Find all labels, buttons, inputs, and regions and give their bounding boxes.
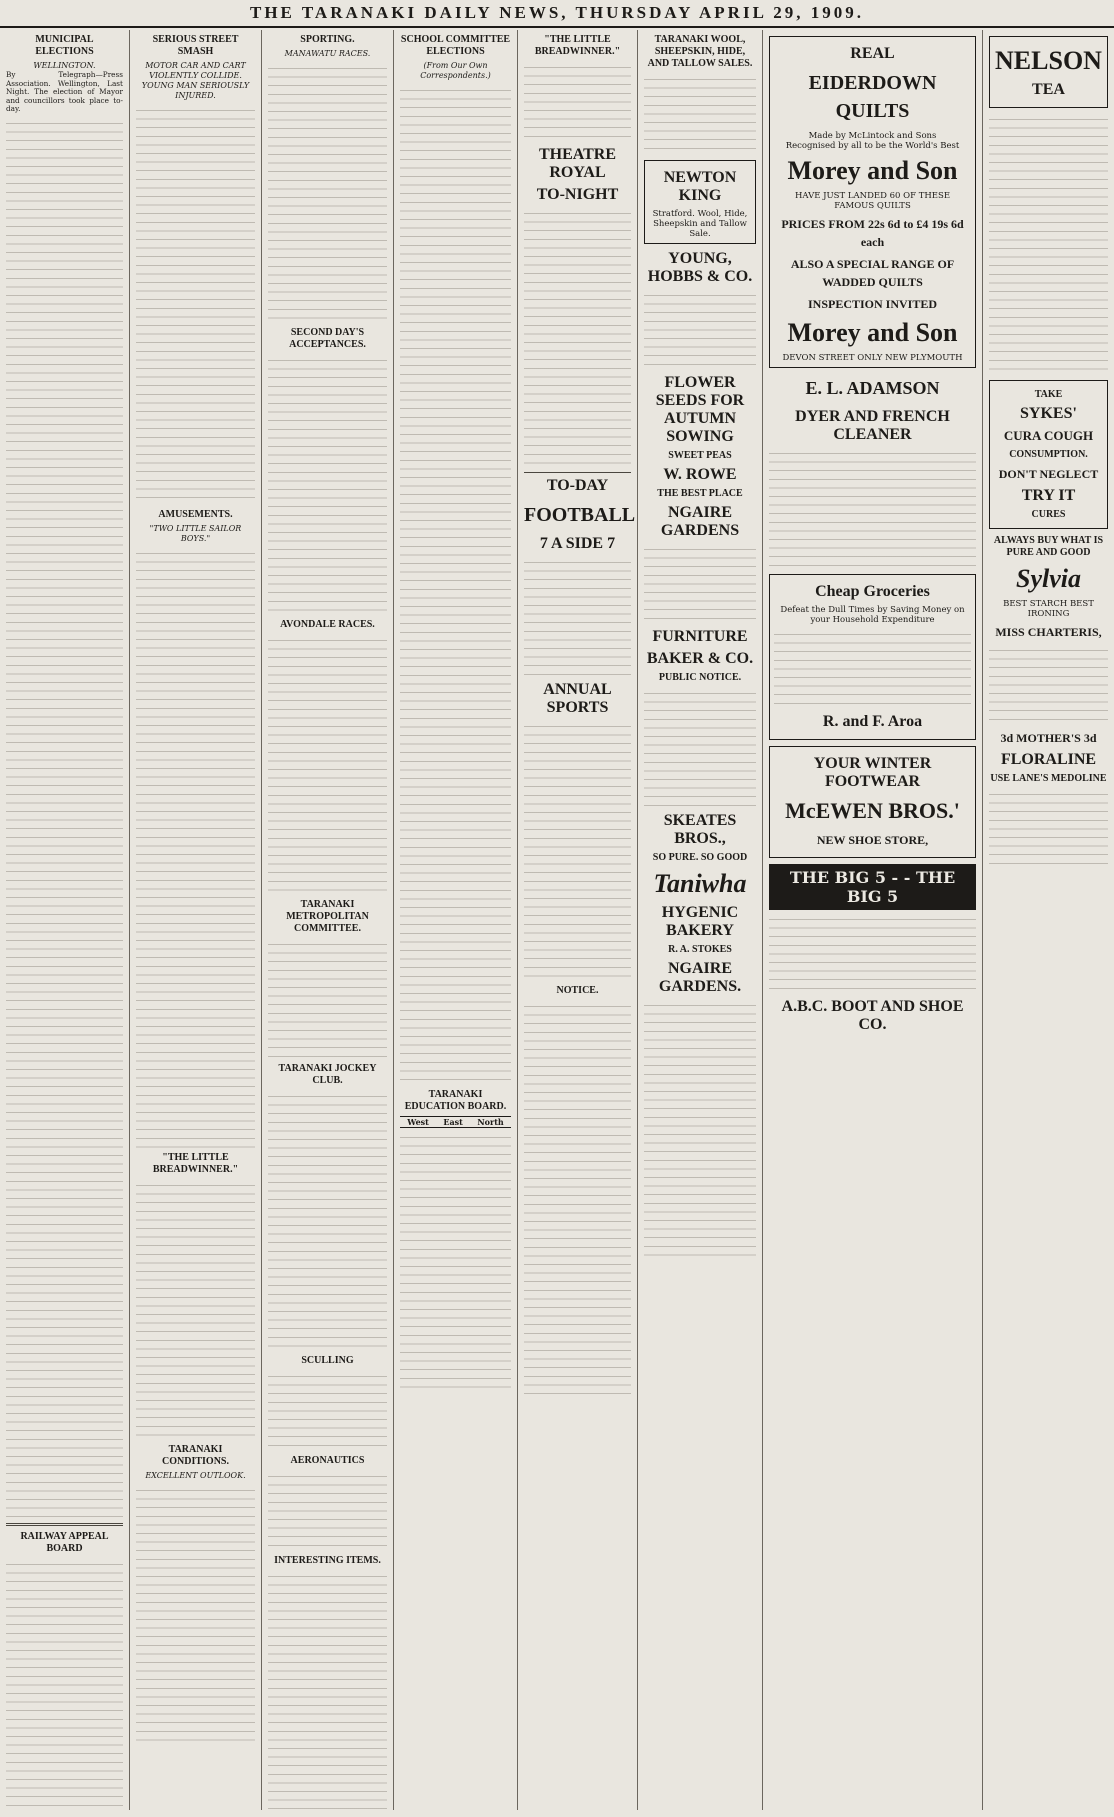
always-buy: ALWAYS BUY WHAT IS PURE AND GOOD <box>993 535 1104 558</box>
table-body <box>400 1132 511 1392</box>
w-rowe: W. ROWE <box>663 466 737 483</box>
article-body-text <box>268 355 387 615</box>
flower-seeds: FLOWER SEEDS FOR AUTUMN SOWING <box>655 374 745 445</box>
eiderdown-quilts: EIDERDOWN QUILTS <box>808 72 937 122</box>
tea: TEA <box>1032 81 1065 98</box>
sweet-peas: SWEET PEAS <box>668 450 732 461</box>
article-body-text <box>136 548 255 1148</box>
article-lead: By Telegraph—Press Association. Wellington, Last Night. The election of Mayor and councillors took place to-day. <box>6 70 123 114</box>
ad-text <box>769 448 976 568</box>
column-small-ads <box>983 30 1114 1810</box>
subhead-wellington: WELLINGTON. <box>33 61 96 70</box>
lanes-medoline: USE LANE'S MEDOLINE <box>990 773 1107 784</box>
article-body-text <box>6 118 123 1518</box>
headline-sporting: SPORTING. <box>300 34 355 45</box>
so-pure: SO PURE. SO GOOD <box>652 852 748 863</box>
headline-amusements: AMUSEMENTS. <box>158 509 233 520</box>
ad-text <box>644 1000 756 1260</box>
headline-avondale-races: AVONDALE RACES. <box>280 619 375 630</box>
morey-and-son: Morey and Son <box>787 156 958 185</box>
article-body-text <box>268 1091 387 1351</box>
headline-school-committee: SCHOOL COMMITTEE ELECTIONS <box>400 34 511 57</box>
article-body-text <box>268 1571 387 1810</box>
ad-text <box>644 688 756 808</box>
best-starch: BEST STARCH BEST IRONING <box>1003 599 1094 619</box>
cheap-groceries: Cheap Groceries <box>815 583 930 600</box>
public-notice: PUBLIC NOTICE. <box>658 672 742 683</box>
inspection-invited: INSPECTION INVITED <box>807 297 938 311</box>
cura-cough: CURA COUGH <box>1003 428 1094 443</box>
column-municipal <box>0 30 130 1810</box>
footwear-ad <box>769 746 976 858</box>
headline-municipal-elections: MUNICIPAL ELECTIONS <box>35 34 94 57</box>
divider <box>524 472 631 473</box>
sykes: SYKES' <box>1020 405 1077 422</box>
dyer-cleaner: DYER AND FRENCH CLEANER <box>795 408 950 443</box>
nelson: NELSON <box>995 46 1102 75</box>
defeat-dull-times: Defeat the Dull Times by Saving Money on your Household Expenditure <box>780 605 965 625</box>
article-body-text <box>6 1559 123 1810</box>
column-sporting <box>262 30 394 1810</box>
young-hobbs: YOUNG, HOBBS & CO. <box>647 250 753 285</box>
hygenic-bakery: HYGENIC BAKERY <box>661 904 739 939</box>
article-body-text <box>136 105 255 505</box>
dont-neglect: DON'T NEGLECT <box>998 467 1099 481</box>
headline-little-breadwinner: "THE LITTLE BREADWINNER." <box>152 1152 239 1175</box>
article-body-text <box>268 635 387 895</box>
groceries-ad <box>769 574 976 740</box>
ad-text <box>524 721 631 981</box>
best-place: THE BEST PLACE <box>657 488 743 499</box>
real-label: REAL <box>850 45 895 62</box>
ad-text <box>644 74 756 154</box>
take-label: TAKE <box>1034 389 1063 400</box>
ngaire-gardens-2: NGAIRE GARDENS. <box>658 960 742 995</box>
subhead-young-man: YOUNG MAN SERIOUSLY INJURED. <box>141 81 250 100</box>
floraline: FLORALINE <box>1000 751 1097 768</box>
article-body-text <box>268 63 387 323</box>
column-street-smash <box>130 30 262 1810</box>
ad-text <box>989 114 1108 374</box>
ad-text <box>644 290 756 370</box>
consumption: CONSUMPTION. <box>1009 449 1088 460</box>
headline-aeronautics: AERONAUTICS <box>290 1455 365 1466</box>
ad-text <box>774 629 971 709</box>
column-display-ads <box>763 30 983 1810</box>
article-body-text <box>268 939 387 1059</box>
sykes-ad <box>989 380 1108 529</box>
headline-education-board: TARANAKI EDUCATION BOARD. <box>404 1089 507 1112</box>
ad-text <box>769 914 976 994</box>
ad-text <box>524 208 631 468</box>
table-head-west: West <box>407 1117 429 1127</box>
just-landed: HAVE JUST LANDED 60 OF THESE FAMOUS QUILTS <box>794 191 951 211</box>
el-adamson: E. L. ADAMSON <box>805 378 940 398</box>
article-body-text <box>268 1371 387 1451</box>
ra-stokes: R. A. STOKES <box>668 944 732 955</box>
cures: CURES <box>1031 509 1066 520</box>
abc-boot: A.B.C. BOOT AND SHOE CO. <box>781 998 964 1033</box>
ad-text <box>989 645 1108 725</box>
subhead-own-correspondents: (From Our Own Correspondents.) <box>420 61 491 80</box>
wool-sales-heading: TARANAKI WOOL, SHEEPSKIN, HIDE, AND TALLOW SALES. <box>647 34 753 69</box>
subhead-two-little-sailor-boys: "TWO LITTLE SAILOR BOYS." <box>149 524 242 543</box>
notice-text <box>524 1001 631 1401</box>
headline-jockey-club: TARANAKI JOCKEY CLUB. <box>278 1063 377 1086</box>
article-body-text <box>400 85 511 1085</box>
big5: THE BIG 5 - - THE BIG 5 <box>769 864 976 910</box>
sylvia: Sylvia <box>1016 564 1081 593</box>
prices: PRICES FROM 22s 6d to £4 19s 6d each <box>781 217 964 249</box>
headline-little-breadwinner-ad: "THE LITTLE BREADWINNER." <box>534 34 621 57</box>
masthead: THE TARANAKI DAILY NEWS, THURSDAY APRIL 29, 1909. <box>0 0 1114 28</box>
theatre-royal: THEATRE ROYAL <box>538 146 617 181</box>
headline-taranaki-conditions: TARANAKI CONDITIONS. <box>162 1444 229 1467</box>
mothers-help: 3d MOTHER'S 3d <box>1000 731 1097 745</box>
football-heading: FOOTBALL <box>524 504 636 526</box>
mcewen-bros: McEWEN BROS.' <box>785 798 960 823</box>
nelson-tea-ad <box>989 36 1108 108</box>
skeates-bros: SKEATES BROS., <box>663 812 737 847</box>
notice-heading: NOTICE. <box>556 985 599 996</box>
football-today: TO-DAY <box>546 477 609 494</box>
ad-text <box>524 62 631 142</box>
tonight: TO-NIGHT <box>536 186 619 203</box>
recognised: Recognised by all to be the World's Best <box>785 141 960 151</box>
wadded-quilts: ALSO A SPECIAL RANGE OF WADDED QUILTS <box>790 257 955 289</box>
morey-ad <box>769 36 976 368</box>
article-body-text <box>136 1485 255 1745</box>
newton-king: NEWTON KING <box>663 169 737 204</box>
table-header <box>400 1116 511 1128</box>
mcintosh: Made by McLintock and Sons <box>808 131 937 141</box>
headline-sculling: SCULLING <box>301 1355 354 1366</box>
baker-co: BAKER & CO. <box>646 650 754 667</box>
ad-text <box>989 789 1108 869</box>
try-it: TRY IT <box>1021 487 1076 504</box>
table-head-north: North <box>477 1117 504 1127</box>
ad-text <box>524 557 631 677</box>
morey-and-son-2: Morey and Son <box>787 318 958 347</box>
column-advertisements <box>638 30 763 1810</box>
column-theatre <box>518 30 638 1810</box>
rf-aroa: R. and F. Aroa <box>822 713 923 730</box>
winter-footwear: YOUR WINTER FOOTWEAR <box>813 755 932 790</box>
subhead-excellent-outlook: EXCELLENT OUTLOOK. <box>145 1471 246 1480</box>
seven-a-side: 7 A SIDE 7 <box>539 535 616 552</box>
miss-charteris: MISS CHARTERIS, <box>995 625 1102 639</box>
ad-text <box>644 544 756 624</box>
article-body-text <box>136 1180 255 1440</box>
new-shoe-store: NEW SHOE STORE, <box>816 833 929 847</box>
column-school-committee <box>394 30 518 1810</box>
newton-king-sub: Stratford. Wool, Hide, Sheepskin and Tallow Sale. <box>652 209 748 239</box>
furniture: FURNITURE <box>652 628 748 645</box>
article-body-text <box>268 1471 387 1551</box>
divider <box>6 1523 123 1526</box>
headline-railway-appeal-board: RAILWAY APPEAL BOARD <box>20 1530 109 1554</box>
headline-serious-street-smash: SERIOUS STREET SMASH <box>152 34 239 57</box>
headline-second-day: SECOND DAY'S ACCEPTANCES. <box>289 327 366 350</box>
subhead-motor-car: MOTOR CAR AND CART VIOLENTLY COLLIDE. <box>145 61 246 80</box>
headline-metropolitan-committee: TARANAKI METROPOLITAN COMMITTEE. <box>286 899 369 934</box>
devon-street: DEVON STREET ONLY NEW PLYMOUTH <box>782 353 963 363</box>
annual-sports: ANNUAL SPORTS <box>543 681 612 716</box>
table-head-east: East <box>443 1117 463 1127</box>
subhead-manawatu-races: MANAWATU RACES. <box>284 49 371 58</box>
taniwha: Taniwha <box>653 869 747 898</box>
headline-interesting-items: INTERESTING ITEMS. <box>274 1555 381 1566</box>
ngaire-gardens: NGAIRE GARDENS <box>660 504 740 539</box>
